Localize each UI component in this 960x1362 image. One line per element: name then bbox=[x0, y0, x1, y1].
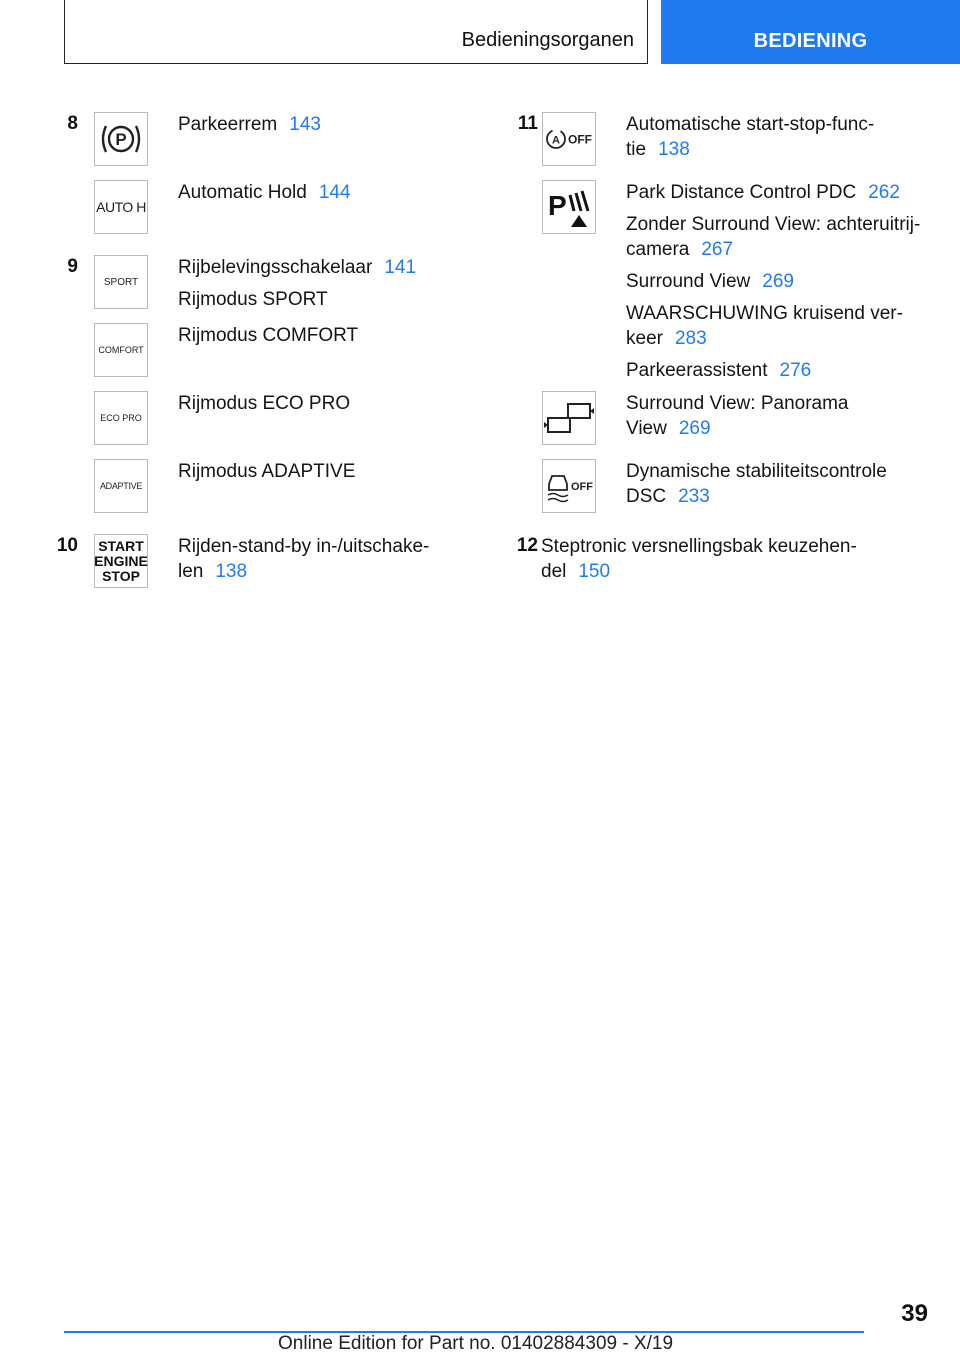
svg-text:P: P bbox=[548, 190, 567, 221]
item-label: View bbox=[626, 418, 667, 439]
item-number: 11 bbox=[517, 113, 538, 134]
icon-caption: ECO PRO bbox=[100, 413, 142, 423]
item-label: camera bbox=[626, 239, 690, 260]
item-label: Rijbelevingsschakelaar bbox=[178, 257, 373, 278]
item-text bbox=[626, 459, 887, 509]
icon-caption: ENGINE bbox=[94, 552, 148, 569]
page-link[interactable]: 141 bbox=[384, 257, 417, 278]
item-label: Rijmodus ADAPTIVE bbox=[178, 461, 356, 482]
icon-caption: SPORT bbox=[103, 276, 139, 288]
item-label: Zonder Surround View: achteruitrij- bbox=[626, 214, 921, 235]
icon-caption: OFF bbox=[568, 132, 592, 147]
item-label: Surround View: Panorama bbox=[626, 393, 849, 414]
item-label: Automatische start-stop-func- bbox=[626, 114, 875, 135]
icon-caption: START bbox=[98, 537, 144, 554]
item-text bbox=[626, 112, 874, 162]
page-link[interactable]: 138 bbox=[215, 561, 248, 582]
panorama-view-icon bbox=[542, 391, 596, 445]
item-text bbox=[541, 534, 857, 584]
section-title: Bedieningsorganen bbox=[461, 29, 634, 51]
auto-hold-icon bbox=[94, 180, 148, 234]
item-label: Parkeerrem bbox=[178, 114, 278, 135]
item-text bbox=[178, 180, 351, 205]
icon-caption: OFF bbox=[571, 481, 593, 493]
section-header bbox=[64, 0, 648, 64]
item-text bbox=[626, 391, 849, 441]
page-link[interactable]: 276 bbox=[779, 360, 812, 381]
item-label: Surround View bbox=[626, 271, 751, 292]
icon-caption: ADAPTIVE bbox=[99, 481, 143, 491]
page-link[interactable]: 267 bbox=[701, 239, 734, 260]
parking-brake-icon bbox=[94, 112, 148, 166]
page-link[interactable]: 143 bbox=[289, 114, 321, 135]
item-label: del bbox=[541, 561, 567, 582]
adaptive-icon bbox=[94, 459, 148, 513]
page-link[interactable]: 150 bbox=[578, 561, 611, 582]
item-sublabel: Rijmodus SPORT bbox=[178, 289, 328, 310]
item-text bbox=[178, 255, 416, 312]
page-link[interactable]: 144 bbox=[318, 182, 351, 203]
item-label: len bbox=[178, 561, 204, 582]
item-label: Parkeerassistent bbox=[626, 360, 768, 381]
page-number: 39 bbox=[901, 1300, 928, 1327]
svg-text:A: A bbox=[552, 134, 560, 147]
start-engine-stop-icon bbox=[94, 534, 148, 588]
item-label: Park Distance Control PDC bbox=[626, 182, 857, 203]
item-text bbox=[178, 534, 429, 584]
icon-caption: STOP bbox=[102, 567, 140, 584]
item-text bbox=[626, 180, 920, 383]
eco-pro-icon bbox=[94, 391, 148, 445]
item-label: keer bbox=[626, 328, 663, 349]
icon-caption: AUTO H bbox=[96, 199, 146, 215]
park-distance-control-icon bbox=[542, 180, 596, 234]
page-link[interactable]: 283 bbox=[674, 328, 707, 349]
chapter-title: BEDIENING bbox=[753, 30, 868, 52]
item-label: Rijmodus ECO PRO bbox=[178, 393, 351, 414]
page-link[interactable]: 269 bbox=[678, 418, 711, 439]
page-link[interactable]: 269 bbox=[762, 271, 794, 292]
svg-text:P: P bbox=[115, 130, 127, 149]
page-link[interactable]: 262 bbox=[868, 182, 900, 203]
item-number: 8 bbox=[67, 113, 78, 134]
item-label: Dynamische stabiliteitscontrole bbox=[626, 461, 887, 482]
item-number: 12 bbox=[516, 535, 538, 556]
item-label: Rijmodus COMFORT bbox=[178, 325, 359, 346]
footer-edition: Online Edition for Part no. 01402884309 - X/19 bbox=[278, 1333, 674, 1354]
chapter-tab[interactable] bbox=[661, 0, 960, 64]
item-label: tie bbox=[626, 139, 647, 160]
page-link[interactable]: 233 bbox=[678, 486, 710, 507]
item-number: 9 bbox=[67, 256, 78, 277]
auto-start-stop-off-icon bbox=[542, 112, 596, 166]
item-label: Rijden-stand-by in-/uitschake- bbox=[178, 536, 430, 557]
comfort-icon bbox=[94, 323, 148, 377]
page-link[interactable]: 138 bbox=[658, 139, 690, 160]
item-label: WAARSCHUWING kruisend ver- bbox=[626, 303, 903, 324]
item-text bbox=[178, 112, 321, 137]
item-label: Automatic Hold bbox=[178, 182, 307, 203]
item-number: 10 bbox=[56, 535, 78, 556]
dsc-off-icon bbox=[542, 459, 596, 513]
item-label: Steptronic versnellingsbak keuzehen- bbox=[541, 536, 857, 557]
icon-caption: COMFORT bbox=[98, 345, 144, 355]
item-label: DSC bbox=[626, 486, 667, 507]
sport-icon bbox=[94, 255, 148, 309]
